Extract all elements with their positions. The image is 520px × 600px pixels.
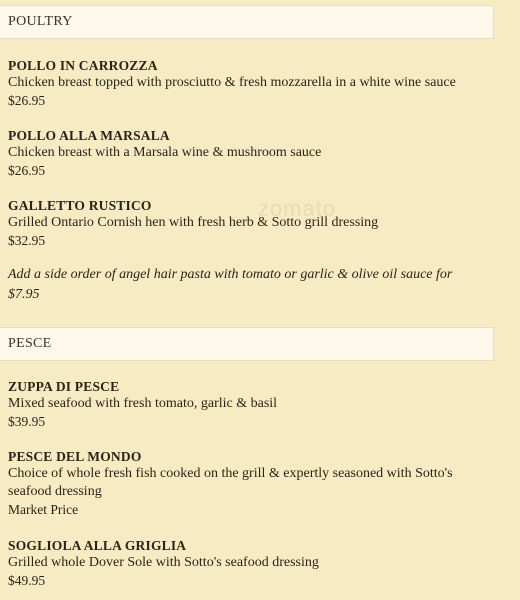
item-name: GALLETTO RUSTICO <box>8 198 152 213</box>
section-title: PESCE <box>8 336 52 351</box>
section-header-pesce <box>0 327 494 361</box>
watermark: zomato <box>258 196 337 221</box>
item-description: Mixed seafood with fresh tomato, garlic & basil <box>8 396 278 411</box>
item-price: $26.95 <box>8 93 46 108</box>
item-price: $26.95 <box>8 163 46 178</box>
section-title: POULTRY <box>8 14 73 29</box>
item-description: Choice of whole fresh fish cooked on the grill & expertly seasoned with Sotto's seafood dressing <box>8 466 453 499</box>
section-header-poultry <box>0 5 494 39</box>
item-price: $39.95 <box>8 414 46 429</box>
menu-item <box>8 197 488 250</box>
item-description: Grilled Ontario Cornish hen with fresh herb & Sotto grill dressing <box>8 215 379 230</box>
menu-item <box>8 57 488 110</box>
menu-item <box>8 448 478 519</box>
item-name: PESCE DEL MONDO <box>8 449 142 464</box>
menu-item <box>8 537 488 590</box>
item-name: POLLO IN CARROZZA <box>8 58 158 73</box>
menu-item <box>8 378 488 431</box>
item-name: POLLO ALLA MARSALA <box>8 128 170 143</box>
item-name: SOGLIOLA ALLA GRIGLIA <box>8 538 187 553</box>
item-price: $49.95 <box>8 573 46 588</box>
item-price: Market Price <box>8 502 79 517</box>
item-price: $32.95 <box>8 233 46 248</box>
item-description: Grilled whole Dover Sole with Sotto's seafood dressing <box>8 555 319 570</box>
item-description: Chicken breast topped with prosciutto & fresh mozzarella in a white wine sauce <box>8 75 456 90</box>
item-description: Chicken breast with a Marsala wine & mushroom sauce <box>8 145 322 160</box>
side-order-note: Add a side order of angel hair pasta with tomato or garlic & olive oil sauce for $7.95 <box>8 267 453 302</box>
menu-item <box>8 127 488 180</box>
item-name: ZUPPA DI PESCE <box>8 379 120 394</box>
